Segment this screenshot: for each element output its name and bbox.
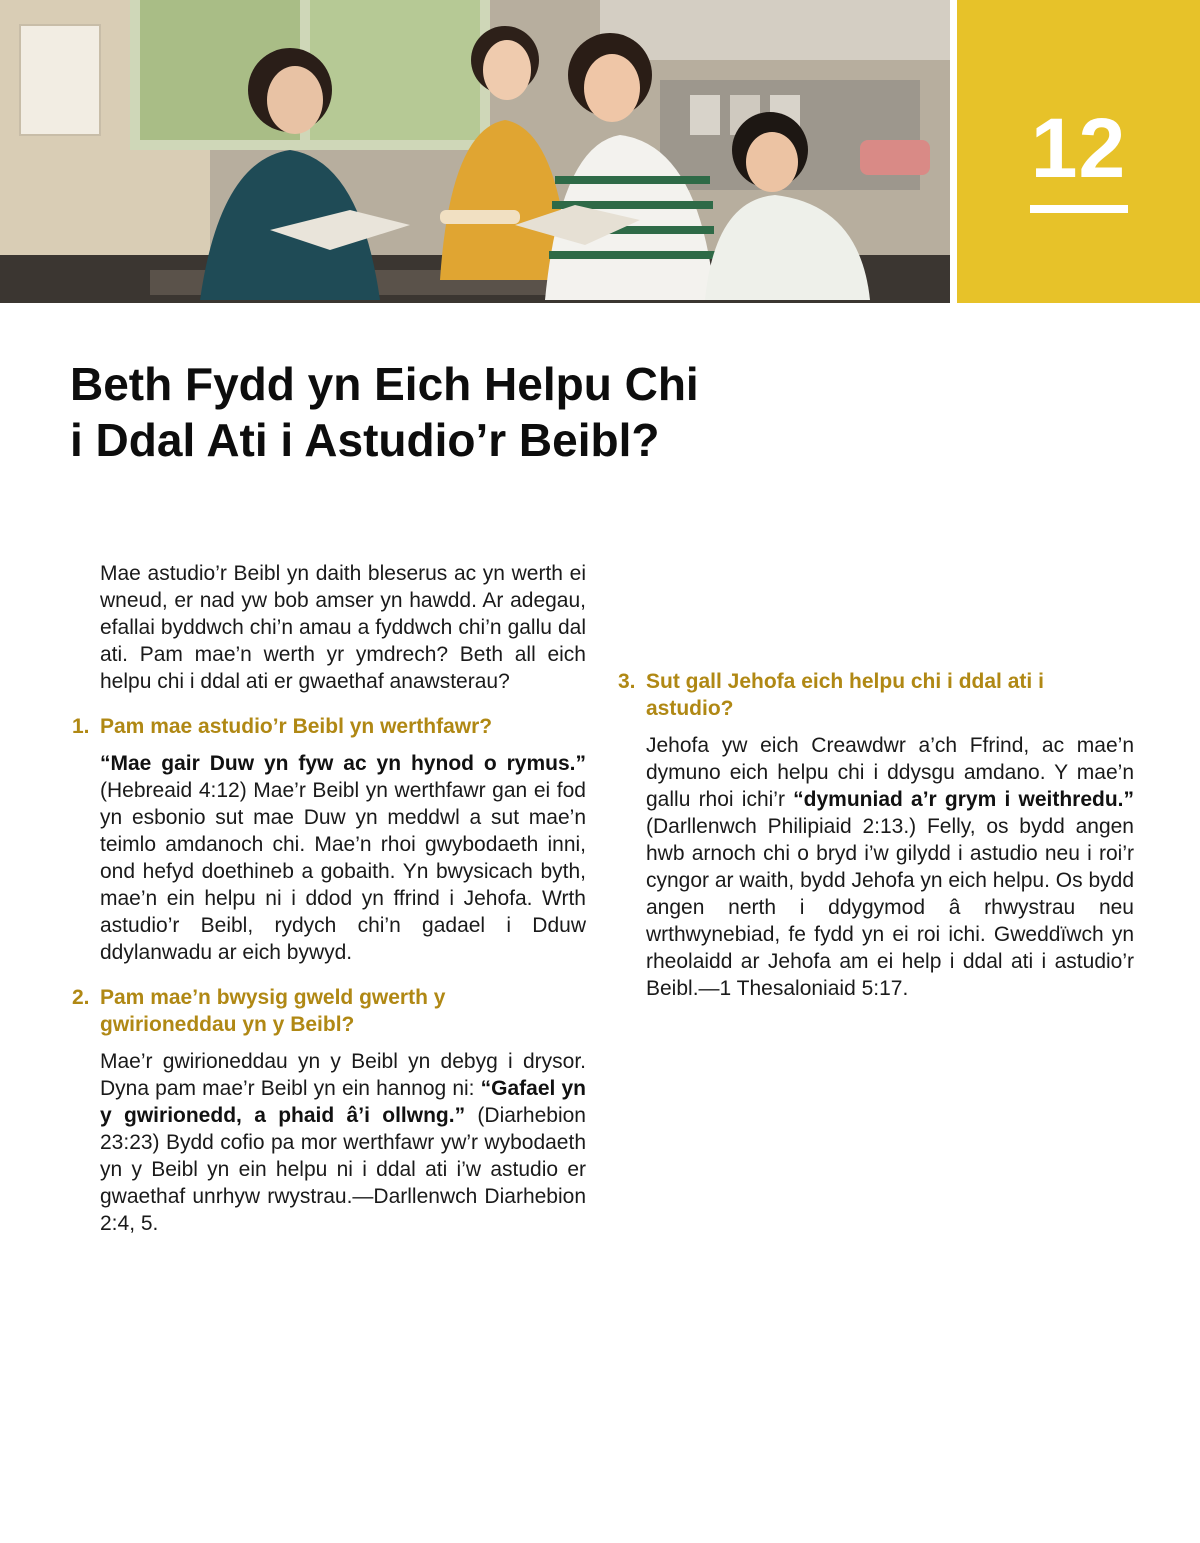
answer-2 [100,1048,586,1237]
header-photo [0,0,950,303]
left-column [72,560,587,1237]
page-title: Beth Fydd yn Eich Helpu Chi i Ddal Ati i Astudio’r Beibl? [70,358,699,466]
answer-3 [646,732,1134,1002]
answer-1 [100,750,586,966]
right-column-question-3 [618,668,1134,1002]
bible-quote: “Gafael yn y gwirionedd, a phaid â’i ollwng.” [100,1077,587,1127]
question-number: 1. [72,715,90,738]
bible-quote: “dymuniad a’r grym i weithredu.” [793,788,1134,811]
question-text: Pam mae’n bwysig gweld gwerth y gwirioneddau yn y Beibl? [100,986,446,1036]
family-bible-study-illustration [0,0,950,303]
answer-text-continued: (Diarhebion 23:23) Bydd cofio pa mor werthfawr yw’r wybodaeth yn y Beibl yn ein helpu ni i ddal ati i’w astudio er gwaethaf unrhyw rwystrau.—Darllenwch Diarhebion 2:4, 5. [100,1104,586,1235]
lesson-number-underline [1030,205,1128,213]
question-1 [72,713,586,740]
question-number: 2. [72,986,90,1009]
question-2 [72,984,586,1038]
answer-text: Mae’r gwirioneddau yn y Beibl yn debyg i drysor. Dyna pam mae’r Beibl yn ein hannog ni: [100,1050,586,1100]
lesson-number-panel [957,0,1200,303]
answer-text: (Hebreaid 4:12) Mae’r Beibl yn werthfawr gan ei fod yn esbonio sut mae Duw yn meddwl a sut mae’n teimlo amdanoch chi. Mae’n rhoi gwybodaeth inni, ond hefyd doethineb a gobaith. Yn bwysicach byth, mae’n ein helpu ni i ddod yn ffrind i Jehofa. Wrth astudio’r Beibl, rydych chi’n gadael i Dduw ddylanwadu ar eich bywyd. [100,779,586,964]
intro-paragraph: Mae astudio’r Beibl yn daith bleserus ac yn werth ei wneud, er nad yw bob amser yn hawdd. Ar adegau, efallai byddwch chi’n amau a fyddwch chi’n gallu dal ati. Pam mae’n werth yr ymdrech? Beth all eich helpu chi i ddal ati er gwaethaf anawsterau? [100,562,586,693]
bible-quote: “Mae gair Duw yn fyw ac yn hynod o rymus.” [100,752,586,775]
question-text: Sut gall Jehofa eich helpu chi i ddal ati i astudio? [646,670,1044,720]
answer-text-continued: (Darllenwch Philipiaid 2:13.) Felly, os bydd angen hwb arnoch chi o bryd i’w gilydd i astudio neu i roi’r cyngor ar waith, bydd Jehofa yn eich helpu. Os bydd angen nerth i ddygymod â rhwystrau neu wrthwynebiad, fe fydd yn ei roi ichi. Gweddïwch yn rheolaidd ar Jehofa am ei help i ddal ati i astudio’r Beibl.—1 Thesaloniaid 5:17. [646,815,1134,1000]
question-3 [618,668,1134,722]
question-text: Pam mae astudio’r Beibl yn werthfawr? [100,715,493,738]
question-number: 3. [618,670,636,693]
answer-text: Jehofa yw eich Creawdwr a’ch Ffrind, ac mae’n dymuno eich helpu chi i ddysgu amdano. Y mae’n gallu rhoi ichi’r [646,734,1134,811]
lesson-number: 12 [1030,101,1127,195]
